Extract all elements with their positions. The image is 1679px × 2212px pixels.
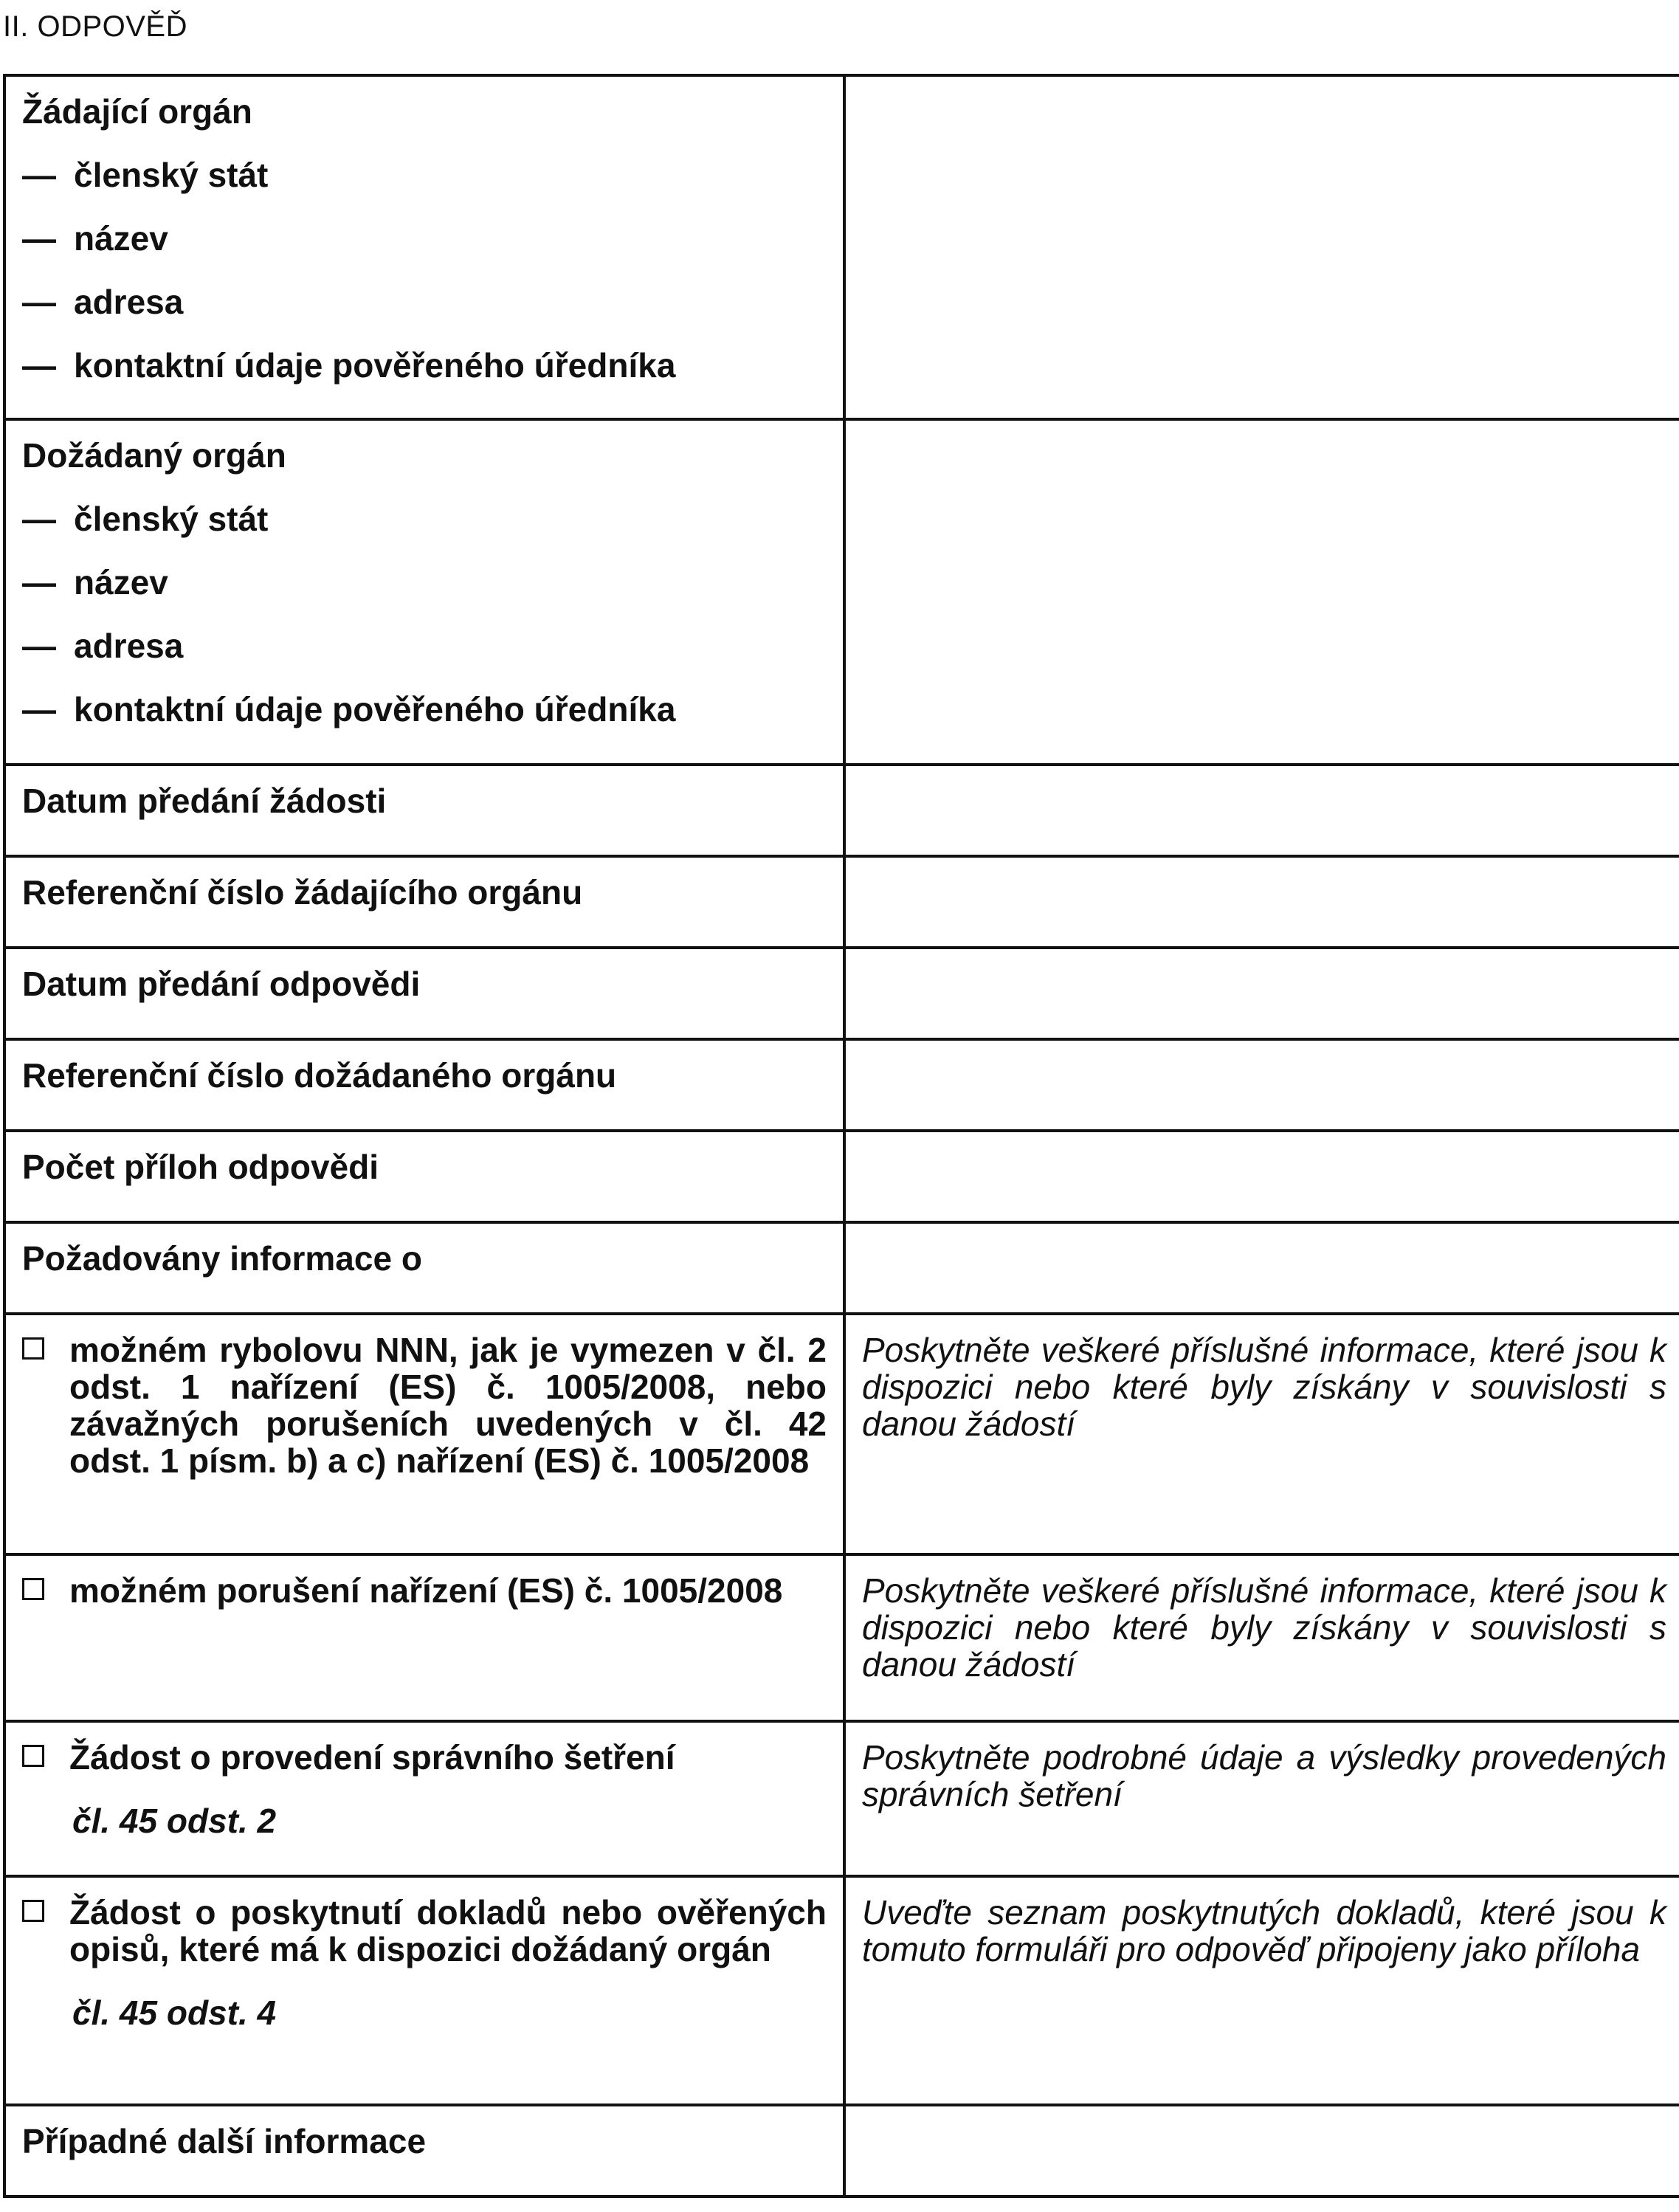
requesting-authority-value-cell[interactable]: [844, 75, 1679, 419]
checkbox-label: možném porušení nařízení (ES) č. 1005/2008: [69, 1571, 783, 1610]
form-row-requesting-reference: [4, 856, 1679, 948]
checkbox-option[interactable]: [22, 1894, 827, 1968]
requesting-authority-title: Žádající orgán: [22, 92, 252, 131]
requesting-authority-item: [22, 156, 827, 193]
item-label: členský stát: [74, 156, 269, 194]
item-label: adresa: [74, 283, 184, 321]
checkbox[interactable]: [22, 1745, 44, 1767]
dash-marker: —: [22, 690, 56, 728]
item-label: členský stát: [74, 500, 269, 538]
checkbox[interactable]: [22, 1337, 44, 1360]
checkbox-label: Žádost o provedení správního šetření: [69, 1738, 675, 1777]
form-row-administrative-enquiry: [4, 1721, 1679, 1876]
requesting-authority-cell: [4, 75, 844, 419]
information-requested-value-cell[interactable]: [844, 1222, 1679, 1314]
dash-marker: —: [22, 500, 56, 538]
checkbox-option[interactable]: [22, 1572, 827, 1609]
request-date-label: Datum předání žádosti: [4, 765, 844, 856]
response-date-value-cell[interactable]: [844, 948, 1679, 1039]
section-heading: II. ODPOVĚĎ: [3, 10, 187, 43]
requesting-authority-item: [22, 220, 827, 257]
form-row-regulation-breach: [4, 1554, 1679, 1721]
requesting-reference-value-cell[interactable]: [844, 856, 1679, 948]
form-row-documents-request: [4, 1876, 1679, 2105]
checkbox[interactable]: [22, 1578, 44, 1600]
checkbox-label: možném rybolovu NNN, jak je vymezen v čl. 2 odst. 1 nařízení (ES) č. 1005/2008, nebo závažných porušeních uvedených v čl. 42 odst. 1 písm. b) a c) nařízení (ES) č. 1005/2008: [69, 1331, 827, 1480]
response-date-label: Datum předání odpovědi: [4, 948, 844, 1039]
requesting-authority-item: [22, 347, 827, 384]
administrative-enquiry-cell: [4, 1721, 844, 1876]
form-row-attachments-count: [4, 1131, 1679, 1222]
dash-marker: —: [22, 563, 56, 602]
requesting-reference-label: Referenční číslo žádajícího orgánu: [4, 856, 844, 948]
form-row-request-date: [4, 765, 1679, 856]
requested-authority-item: [22, 627, 827, 664]
request-date-value-cell[interactable]: [844, 765, 1679, 856]
checkbox-option[interactable]: [22, 1331, 827, 1479]
attachments-count-value-cell[interactable]: [844, 1131, 1679, 1222]
iuu-fishing-cell: [4, 1314, 844, 1554]
dash-marker: —: [22, 346, 56, 385]
requested-authority-item: [22, 564, 827, 601]
item-label: název: [74, 563, 168, 602]
requested-authority-item: [22, 691, 827, 728]
requested-authority-cell: [4, 419, 844, 765]
additional-info-value-cell[interactable]: [844, 2105, 1679, 2197]
checkbox-option[interactable]: [22, 1739, 827, 1776]
item-label: název: [74, 219, 168, 258]
article-reference: čl. 45 odst. 4: [72, 1994, 277, 2032]
form-row-requested-reference: [4, 1039, 1679, 1131]
item-label: kontaktní údaje pověřeného úředníka: [74, 690, 676, 728]
regulation-breach-cell: [4, 1554, 844, 1721]
response-form-table: [3, 74, 1679, 2198]
item-label: kontaktní údaje pověřeného úředníka: [74, 346, 676, 385]
dash-marker: —: [22, 627, 56, 665]
form-row-response-date: [4, 948, 1679, 1039]
dash-marker: —: [22, 156, 56, 194]
attachments-count-label: Počet příloh odpovědi: [4, 1131, 844, 1222]
requested-reference-label: Referenční číslo dožádaného orgánu: [4, 1039, 844, 1131]
article-reference: čl. 45 odst. 2: [72, 1802, 277, 1840]
iuu-fishing-note: Poskytněte veškeré příslušné informace, které jsou k dispozici nebo které byly získány v souvislosti s danou žádostí: [844, 1314, 1679, 1554]
form-row-requested-authority: [4, 419, 1679, 765]
requesting-authority-item: [22, 283, 827, 320]
form-row-requesting-authority: [4, 75, 1679, 419]
item-label: adresa: [74, 627, 184, 665]
dash-marker: —: [22, 219, 56, 258]
checkbox-label: Žádost o poskytnutí dokladů nebo ověřených opisů, které má k dispozici dožádaný orgán: [69, 1893, 827, 1968]
form-row-iuu-fishing: [4, 1314, 1679, 1554]
additional-info-label: Případné další informace: [4, 2105, 844, 2197]
requested-authority-title: Dožádaný orgán: [22, 436, 286, 475]
requested-authority-item: [22, 500, 827, 537]
form-row-additional-info: [4, 2105, 1679, 2197]
information-requested-label: Požadovány informace o: [4, 1222, 844, 1314]
regulation-breach-note: Poskytněte veškeré příslušné informace, které jsou k dispozici nebo které byly získány v souvislosti s danou žádostí: [844, 1554, 1679, 1721]
administrative-enquiry-note: Poskytněte podrobné údaje a výsledky provedených správních šetření: [844, 1721, 1679, 1876]
requested-authority-value-cell[interactable]: [844, 419, 1679, 765]
requested-reference-value-cell[interactable]: [844, 1039, 1679, 1131]
dash-marker: —: [22, 283, 56, 321]
form-row-information-requested: [4, 1222, 1679, 1314]
checkbox[interactable]: [22, 1900, 44, 1922]
documents-request-cell: [4, 1876, 844, 2105]
documents-request-note: Uveďte seznam poskytnutých dokladů, které jsou k tomuto formuláři pro odpověď připojeny jako příloha: [844, 1876, 1679, 2105]
